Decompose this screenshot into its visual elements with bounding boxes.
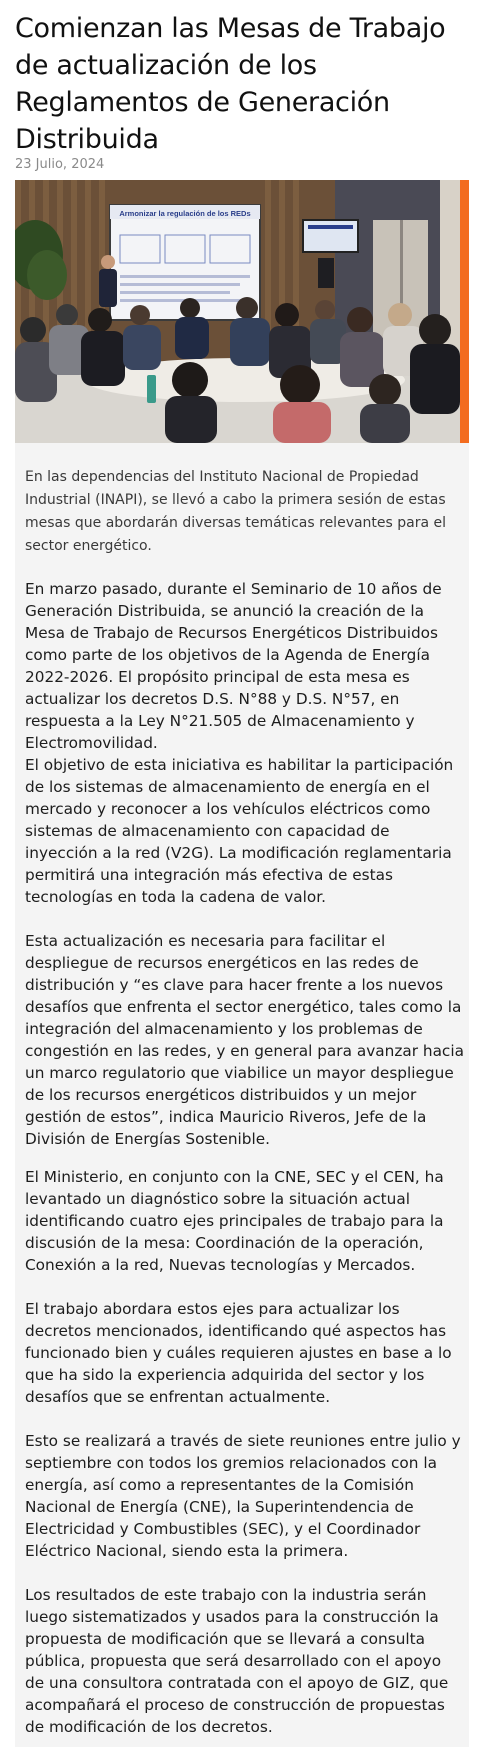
tv-screen <box>303 220 358 252</box>
article-lead: En las dependencias del Instituto Nacional de Propiedad Industrial (INAPI), se llevó a cabo la primera sesión de estas mesas que abordarán diversas temáticas relevantes para el sector energético. <box>25 469 447 554</box>
meeting-photo-illustration <box>15 180 460 443</box>
accent-bar <box>460 180 469 447</box>
speaker <box>318 258 334 288</box>
article-paragraph: En marzo pasado, durante el Seminario de 10 años de Generación Distribuida, se anunció la creación de la Mesa de Trabajo de Recursos Energéticos Distribuidos como parte de los objetivos de la Agenda de Energía 2022-2026. El propósito principal de esta mesa es actualizar los decretos D.S. N°88 y D.S. N°57, en respuesta a la Ley N°21.505 de Almacenamiento y Electromovilidad. <box>25 580 442 752</box>
article-date: 23 Julio, 2024 <box>15 157 105 172</box>
article-paragraph: El objetivo de esta iniciativa es habilitar la participación de los sistemas de almacenamiento de energía en el mercado y reconocer a los vehículos eléctricos como sistemas de almacenamiento con capacidad de inyección a la red (V2G). La modificación reglamentaria permitirá una integración más efectiva de estas tecnologías en toda la cadena de valor. <box>25 756 454 906</box>
article-paragraph: Esto se realizará a través de siete reuniones entre julio y septiembre con todos los gremios relacionados con la energía, así como a representantes de la Comisión Nacional de Energía (CNE), la Superintendencia de Electricidad y Combustibles (SEC), y el Coordinador Eléctrico Nacional, siendo esta la primera. <box>25 1432 461 1560</box>
article-paragraph: Los resultados de este trabajo con la industria serán luego sistematizados y usados para la construcción la propuesta de modificación que se llevará a consulta pública, propuesta que será desarrollado con el apoyo de una consultora contratada con el apoyo de GIZ, que acompañará el proceso de construcción de propuestas de modificación de los decretos. <box>25 1586 449 1736</box>
article-paragraph: El Ministerio, en conjunto con la CNE, SEC y el CEN, ha levantado un diagnóstico sobre la situación actual identificando cuatro ejes principales de trabajo para la discusión de la mesa: Coordinación de la operación, Conexión a la red, Nuevas tecnologías y Mercados. <box>25 1168 444 1274</box>
article-title: Comienzan las Mesas de Trabajo de actualización de los Reglamentos de Generación Distribuida <box>15 13 446 155</box>
presenter <box>101 255 115 269</box>
slide-title: Armonizar la regulación de los REDs <box>119 209 251 218</box>
article-paragraph: Esta actualización es necesaria para facilitar el despliegue de recursos energéticos en las redes de distribución y “es clave para hacer frente a los nuevos desafíos que enfrenta el sector energético, tales como la integración del almacenamiento y los problemas de congestión en las redes, y en general para avanzar hacia un marco regulatorio que viabilice un mayor despliegue de los recursos energéticos distribuidos y un mejor gestión de estos”, indica Mauricio Riveros, Jefe de la División de Energías Sostenible. <box>25 932 464 1148</box>
water-bottle <box>147 375 156 403</box>
article-photo <box>15 180 460 443</box>
article-paragraph: El trabajo abordara estos ejes para actualizar los decretos mencionados, identificando qué aspectos has funcionado bien y cuáles requieren ajustes en base a lo que ha sido la experiencia adquirida del sector y los desafíos que se enfrentan actualmente. <box>25 1300 452 1406</box>
